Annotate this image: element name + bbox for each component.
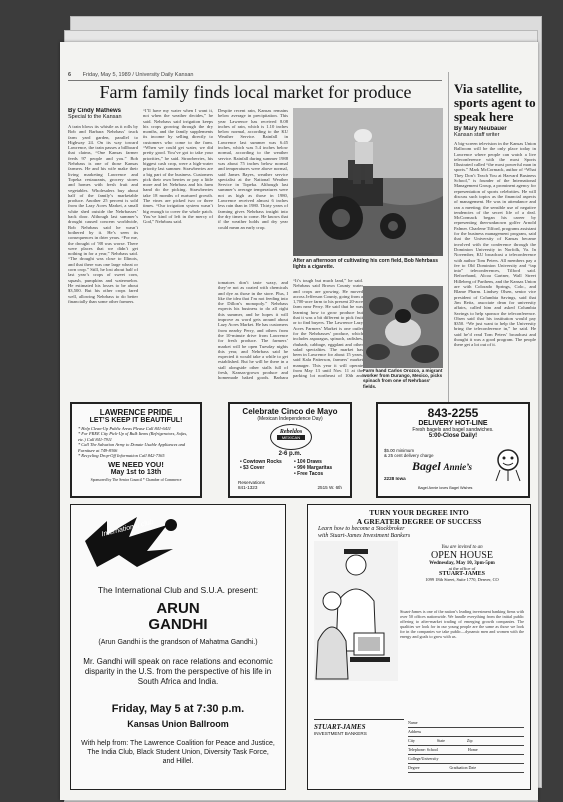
photo1-credit: Steve Sloane/Kansan <box>400 252 434 256</box>
bagel-logo-word2: Annie’s <box>443 462 473 472</box>
cinco-address: 2515 W. 6th <box>317 485 342 490</box>
cinco-subtitle: (Mexican Independence Day) <box>257 416 323 422</box>
arun-note: (Arun Gandhi is the grandson of Mahatma Gandhi.) <box>98 639 258 646</box>
sj-learn-1: Learn how to become a Stockbroker <box>318 526 405 532</box>
sj-field-phone-school[interactable]: Telephone: School <box>408 747 438 752</box>
sj-field-city-row <box>408 737 524 746</box>
sj-field-degree-row <box>408 764 524 773</box>
farm-hand-illustration <box>363 286 443 368</box>
main-byline-name: By Cindy Mathews <box>68 108 122 114</box>
sj-invite: You are invited to an <box>441 545 483 550</box>
side-byline-note: Kansan staff writer <box>454 132 500 138</box>
sj-field-phone-home[interactable]: Home <box>467 747 478 752</box>
arun-description: Mr. Gandhi will speak on race relations and economic disparity in the U.S. from the perspective of his life in South Africa and India. <box>83 657 273 686</box>
sj-field-name[interactable]: Name <box>408 719 524 728</box>
cinco-reservations <box>238 480 265 491</box>
bagel-hours: 5:00-Close Daily! <box>428 433 478 439</box>
sj-field-graduation[interactable]: Graduation Date <box>449 765 477 770</box>
rebeldos-logo-sub: MEXICAN <box>277 435 305 440</box>
sj-learn-2: with Stuart-James Investment Bankers <box>318 533 411 539</box>
main-story-col-2 <box>143 108 213 378</box>
main-story-text-5: tomatoes don’t taste waxy, and they’re not as coated with chemicals and dye as those in the store. Plus, I like the idea that I’m not feeding into the Dillon’s monopoly.” Nehrbass expects his business to do all right this summer, and he hopes it will improve as word gets around about Lazy Acres Market. He has customers from nearby Perry, and others from the 10-minute drive from Lawrence for fresh produce. The farmers’ market will be open Tuesday nights this year, and Nehrbass said he expected it would take a while to get established. But he will be there in a stall alongside other stalls full of fresh, Kansas-grown produce and homemade baked goods. Barbara <box>218 280 288 380</box>
sj-field-phone-row <box>408 746 524 755</box>
sj-body: Stuart-James is one of the nation’s leading investment banking firms with over 50 offices nationwide. We handle everything from the initial public offering to after-market trading of emerging growth companies. The qualities we look for in our young people are the same as those we look for in the companies we take public—dynamic men and women with the energy and goals to grow with us. <box>400 609 524 639</box>
sj-firm: STUART-JAMES <box>439 571 485 577</box>
bagel-minimum: $5.00 minimum <box>384 448 415 453</box>
bagel-tagline: Bagel Annie loves Bagel Wishes <box>418 486 473 490</box>
cinco-hours: 2-6 p.m. <box>278 451 302 457</box>
stuart-james-ad <box>307 504 531 790</box>
main-story-col-1 <box>68 108 138 378</box>
lawrence-pride-item: * Recycling Drop-Off Information Call 842-7365 <box>78 453 165 459</box>
sj-form-firm: STUART-JAMES <box>314 723 366 731</box>
graduates-illustration <box>314 541 398 681</box>
page-number: 6 <box>68 72 72 78</box>
international-club-logo-text: International club <box>100 518 155 539</box>
lawrence-pride-ad <box>70 402 202 498</box>
main-story-text-3: Despite recent rain, Kansas remains below average in precipitation. This year Lawrence has received 8.08 inches of rain, which is 1.10 inches below normal, according to the KU Weather Service. Rainfall in Lawrence last summer was 6.45 inches, which was 5.4 inches below normal, according to the weather service. Rainfall during summer 1988 was about 75 inches below normal and temperatures were above normal, said James Bayes, weather service specialist at the National Weather Service in Topeka. Although last summer’s average temperatures were not as high as those in 1980, Lawrence received almost 6 inches less rain than in 1980. Thirty years of farming gives Nehrbass insight into the dry times to come. He knows that if the weather holds and dry year could mean an early crop. <box>218 108 288 230</box>
sj-signature-block <box>314 719 404 776</box>
cinco-reservations-label: Reservations <box>238 480 265 485</box>
farmer-tractor-photo <box>293 108 443 256</box>
lawrence-pride-list <box>78 426 194 458</box>
sj-headline-2: A GREATER DEGREE OF SUCCESS <box>356 516 482 526</box>
sj-field-zip[interactable]: Zip <box>466 738 473 743</box>
bagel-annies-ad <box>376 402 530 498</box>
side-story-column <box>454 126 536 376</box>
bagel-phone: 843-2255 <box>427 406 479 420</box>
main-story-col-4 <box>293 278 363 378</box>
bagel-headline: DELIVERY HOT-LINE <box>418 420 488 427</box>
lawrence-pride-slogan: LET’S KEEP IT BEAUTIFUL! <box>89 417 183 424</box>
cinco-de-mayo-ad <box>228 402 352 498</box>
bagel-charges <box>384 448 434 458</box>
folio-date: Friday, May 5, 1989 / University Daily Kansan <box>82 72 194 78</box>
cinco-special: • 99¢ Margaritas <box>294 465 333 471</box>
sj-field-address[interactable]: Address <box>408 728 524 737</box>
photo2-caption: Farm hand Carlos Orozco, a migrant worker from Durango, Mexico, picks spinach from one of Nehrbass’ fields. <box>363 368 443 389</box>
cinco-title: Celebrate Cinco de Mayo <box>242 407 338 416</box>
main-byline <box>68 108 138 120</box>
main-story-text-1: A train blows its whistle as it rolls by Bob and Barbara Nehrbass’ truck farm yard garden, parallel to Highway 24. On its way toward Lawrence, the train passes a billboard that claims, “One Kansas farmer feeds 97 people and you.” Bob Nehrbass is one of those Kansas farmers. He and his wife make their living marketing Lawrence and Topeka restaurants, grocery stores and homes with fresh fruit and vegetables. Wholesalers buy about half of the family’s marketable produce. Another 25 percent is sold from the Lazy Acres Market, a small white shed outside the Nehrbasses’ back door. Although last summer’s drought caused concern worldwide, Bob Nehrbass said he wasn’t bothered by it. He’s seen its consequences in drier years. “For me, the drought of ’88 was worse. There were places that we didn’t get nothing in for a year,” Nehrbass said. “The drought was close to Illinois, and that there was one large wheat or corn crop.” Still, he lost about half of last year’s crops of sweet corn, squash, pumpkins and watermelon. He estimated his losses to be about $3,500. But his other crops fared well, allowing Nehrbass to do better financially than some other farmers. <box>68 124 138 304</box>
sj-headline-1: TURN YOUR DEGREE INTO <box>369 508 469 517</box>
arun-when: Friday, May 5 at 7:30 p.m. <box>111 703 245 715</box>
main-headline: Farm family finds local market for produce <box>99 82 412 102</box>
main-story-text-2: “I’ll have my water when I want it, not when the weather decides,” he said. Nehrbass said irrigation keeps his crops growing through the dry months, and the family supplements its income by selling directly to customers who come to the farm. “When we could get water, we did pretty good. You’ve got to take your priorities,” he said. Strawberries, his biggest cash crop, were a high-water priority last summer. Strawberries are a big part of the business. Customers pick their own berries or pay a little more and let Nehrbass and his farm hand do the picking. Strawberries take 18 months of nurtured growth. The vines are picked two or three times. “Our irrigation system wasn’t big enough to cover the whole patch. You’ve kind of left in the mercy of God,” Nehrbass said. <box>143 108 213 225</box>
sj-open-house <box>400 545 524 582</box>
sj-field-college[interactable]: College/University <box>408 755 524 764</box>
bagel-logo-word1: Bagel <box>412 459 441 473</box>
cinco-special: • Free Tacos <box>294 471 324 477</box>
sj-when: Wednesday, May 10, 3pm-5pm <box>429 561 495 566</box>
lawrence-pride-item: * Call The Salvation Army to Donate Usable Appliances and Furniture at 749-8306 <box>78 442 186 453</box>
cinco-phone: 841-1323 <box>238 485 258 491</box>
bagel-mascot-icon <box>494 448 522 482</box>
lawrence-pride-item: * For FREE City Pick-Up of Bulk Items (Refrigerators, Sofas, etc.) Call 841-7911 <box>78 431 188 442</box>
sj-field-degree[interactable]: Degree <box>408 765 420 770</box>
side-byline-name: By Mary Neubauer <box>454 126 507 132</box>
arun-where: Kansas Union Ballroom <box>127 719 229 729</box>
side-story-text: A big-screen television in the Kansas Union Ballroom will be the only place today in Lawrence where people can watch a live teleconference with the most Sports Illustrated called “the most powerful man in sports.” Mark McCormack, author of “What They Don’t Teach You at Harvard Business School,” is founder of the International Management Group, a prominent agency for representation of sports celebrities. He will discuss such topics as the financial aspects of management. He was in attendance and ran a meeting; the sensible use of negative tendencies of the secret life of a deal. McCormack began his career by representing then-unknown golfer Arnold Palmer. Charlene Tilford, programs assistant for the business management program, said that the University of Kansas became involved with the conference through the Dominion University in Norfolk, Va. In November, KU broadcast a teleconference with author Tom Peters. All members pay a fee to Old Dominion University and “tap into” teleconferences, Tilford said. Beforehand, Alcoa Gartner, Wall Street Hilleberg of Parthens, and the Kansas Union are with Colorado Springs, Colo., and Blame Pharm. Lindsey Olsen, senior vice president of Columbia Savings, said that Jim Reitz, associate dean for university affairs, called him and asked Columbia Savings to help sponsor the teleconference. Olsen said that his institution would pay $350. “We just want to help the University bring the teleconference in,” he said. He said he’d read Tom Peters’ broadcast and thought it was a good program. The people there get a lot out of it. <box>454 141 536 348</box>
spinach-field-photo <box>363 286 443 368</box>
rebeldos-logo <box>270 424 312 450</box>
lawrence-pride-title: LAWRENCE PRIDE <box>99 408 173 417</box>
bagel-address: 2228 Iowa <box>384 476 406 481</box>
sj-headline <box>308 509 530 526</box>
main-story-col-5 <box>218 280 288 380</box>
cinco-special: • 10¢ Draws <box>294 459 322 465</box>
sj-field-state[interactable]: State <box>436 738 445 743</box>
bagel-charge: & 25 cent delivery charge <box>384 453 434 459</box>
side-byline <box>454 126 536 138</box>
cinco-special: • $3 Cover <box>240 465 265 471</box>
arun-intro: The International Club and S.U.A. present: <box>97 585 259 595</box>
folio <box>68 72 193 78</box>
lawrence-pride-dates: May 1st to 13th <box>110 469 162 477</box>
lawrence-pride-item: * Help Clean-Up Public Areas Please Call 841-6411 <box>78 426 171 431</box>
lawrence-pride-sponsor: Sponsored by The Senior Council * Chamber of Commerce <box>90 478 182 483</box>
column-divider <box>448 72 449 442</box>
international-club-logo <box>77 511 187 571</box>
arun-name <box>71 601 285 633</box>
rebeldos-logo-text: Rebeldos <box>279 429 303 435</box>
sj-open-house-title: OPEN HOUSE <box>431 550 493 561</box>
main-byline-note: Special to the Kansan <box>68 114 122 120</box>
bagel-subline: Fresh bagels and bagel sandwiches. <box>412 427 494 433</box>
farmer-tractor-illustration <box>293 108 443 256</box>
arun-gandhi-ad <box>70 504 286 790</box>
main-story-text-4: “It’s tough but much land,” he said. Nehrbass said Brown County water and crops are growing. He moved across Jefferson County, going from a 1,700-acre farm to his present 20-acre farm near Perry. He said that he was learning how to grow produce but that it was a bit different to pick fruit or to find buyers. The Lawrence Lazy Acres Farmers’ Market is one outlet for the Nehrbasses’ produce, which includes asparagus, spinach, radishes, rhubarb, cabbage, eggplant and other salad specialties. The market has been in Lawrence for about 15 years, said Kala Patterson, farmers’ market manager. This year it will operate from May 13 until Nov. 11 at the parking lot northeast of 10th and <box>293 278 363 378</box>
arun-name-last: GANDHI <box>148 616 208 633</box>
sj-response-form <box>408 719 524 773</box>
sj-field-city[interactable]: City <box>408 738 415 743</box>
photo1-caption: After an afternoon of cultivating his corn field, Bob Nehrbass lights a cigarette. <box>293 258 439 270</box>
side-headline: Via satellite, sports agent to speak here <box>454 81 536 124</box>
newspaper-page <box>60 42 538 800</box>
arun-name-first: ARUN <box>156 600 200 617</box>
sj-form-sub: INVESTMENT BANKERS <box>314 731 367 736</box>
sj-address: 1099 18th Street, Suite 1770, Denver, CO <box>425 577 499 582</box>
arun-sponsors: With help from: The Lawrence Coalition for Peace and Justice, The India Club, Black Student Union, Diversity Task Force, and Hillel. <box>81 740 275 765</box>
lawrence-pride-need: WE NEED YOU! <box>108 460 164 470</box>
sj-learn <box>318 526 530 540</box>
cinco-specials-left <box>240 459 290 471</box>
sj-at: at the office of <box>448 566 476 571</box>
bagel-logo <box>412 460 472 473</box>
top-rule <box>68 80 442 81</box>
cinco-special: • Cowtown Rocks <box>240 459 282 465</box>
cinco-specials-right <box>294 459 348 477</box>
